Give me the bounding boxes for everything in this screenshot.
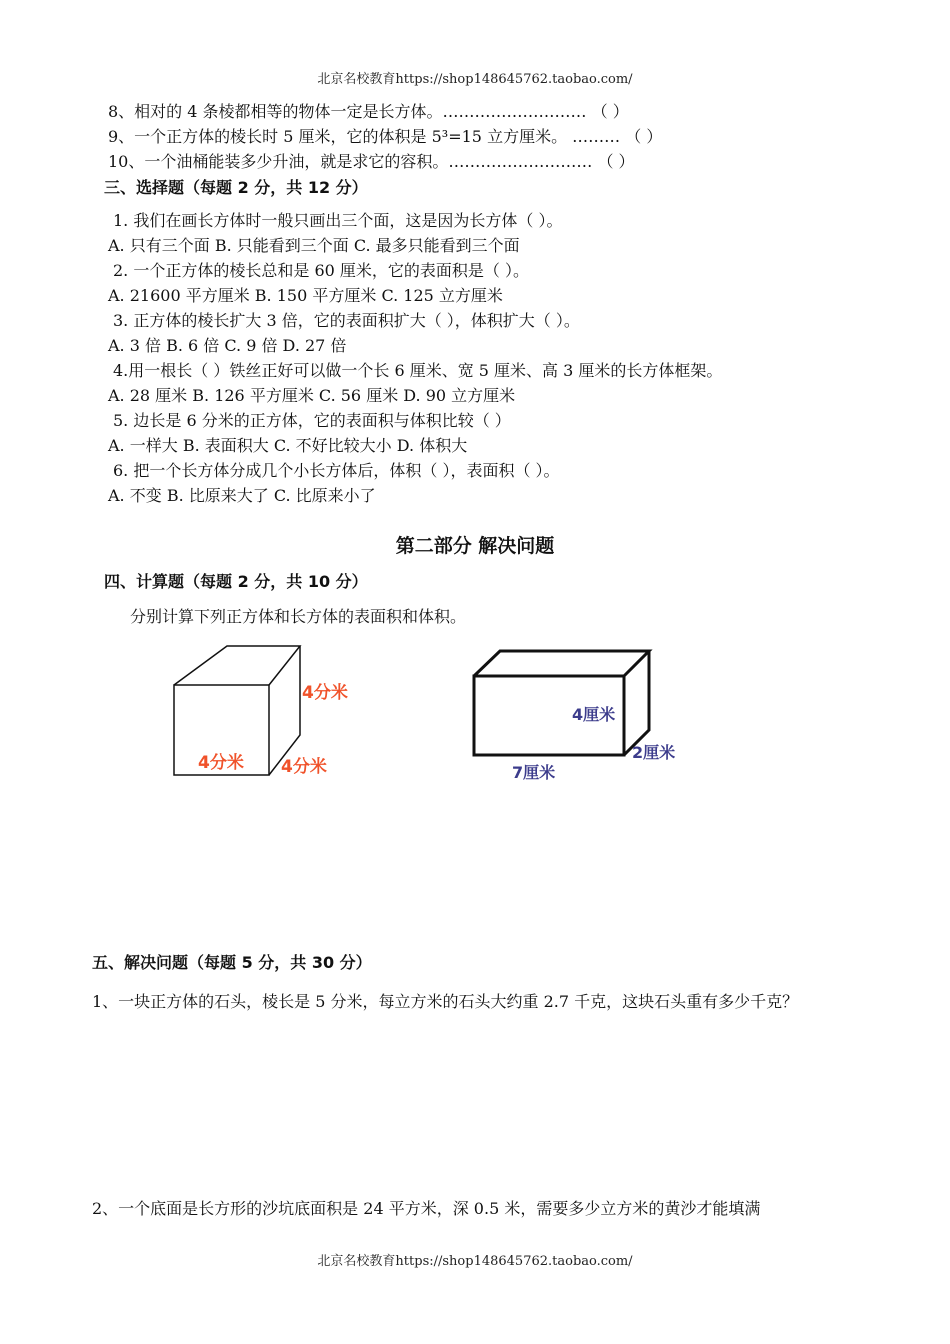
problem-1: 1、一块正方体的石头，棱长是 5 分米，每立方米的石头大约重 2.7 千克，这块石头重有多少千克？: [92, 992, 799, 1011]
cube-width-label: 4分米: [198, 753, 244, 773]
page-header: 北京名校教育https://shop148645762.taobao.com/: [317, 72, 633, 87]
tf-question-9: 9、一个正方体的棱长时 5 厘米，它的体积是 5³=15 立方厘米。 ……… （ ）: [108, 127, 663, 146]
cube-depth-label: 4分米: [281, 757, 327, 777]
cube-height-label: 4分米: [302, 683, 348, 703]
choice-q3: 3. 正方体的棱长扩大 3 倍，它的表面积扩大（ ），体积扩大（ ）。: [113, 311, 580, 330]
choice-q4-options: A. 28 厘米 B. 126 平方厘米 C. 56 厘米 D. 90 立方厘米: [108, 386, 516, 405]
tf-question-8: 8、相对的 4 条棱都相等的物体一定是长方体。……………………… （ ）: [108, 102, 629, 121]
cuboid-height-label: 4厘米: [572, 705, 616, 724]
cuboid-figure: [460, 640, 700, 790]
section-5-title: 五、解决问题（每题 5 分，共 30 分）: [92, 953, 372, 972]
cube-top-face: [174, 646, 300, 685]
section-4-title: 四、计算题（每题 2 分，共 10 分）: [104, 572, 368, 591]
choice-q3-options: A. 3 倍 B. 6 倍 C. 9 倍 D. 27 倍: [108, 336, 347, 355]
choice-q5-options: A. 一样大 B. 表面积大 C. 不好比较大小 D. 体积大: [108, 436, 468, 455]
cuboid-top-face: [474, 651, 649, 676]
page-footer: 北京名校教育https://shop148645762.taobao.com/: [317, 1254, 633, 1269]
part-2-title: 第二部分 解决问题: [395, 535, 555, 557]
cuboid-side-face: [624, 651, 649, 755]
section-3-title: 三、选择题（每题 2 分，共 12 分）: [104, 178, 368, 197]
problem-2: 2、一个底面是长方形的沙坑底面积是 24 平方米，深 0.5 米，需要多少立方米的黄沙才能填满: [92, 1199, 761, 1218]
cuboid-length-label: 7厘米: [512, 763, 556, 782]
choice-q4: 4.用一根长（ ）铁丝正好可以做一个长 6 厘米、宽 5 厘米、高 3 厘米的长方体框架。: [113, 361, 723, 380]
choice-q6: 6. 把一个长方体分成几个小长方体后，体积（ ），表面积（ ）。: [113, 461, 560, 480]
section-4-instruction: 分别计算下列正方体和长方体的表面积和体积。: [130, 607, 467, 626]
choice-q1-options: A. 只有三个面 B. 只能看到三个面 C. 最多只能看到三个面: [108, 236, 520, 255]
choice-q6-options: A. 不变 B. 比原来大了 C. 比原来小了: [108, 486, 376, 505]
choice-q1: 1. 我们在画长方体时一般只画出三个面，这是因为长方体（ ）。: [113, 211, 563, 230]
choice-q5: 5. 边长是 6 分米的正方体，它的表面积与体积比较（ ）: [113, 411, 511, 430]
choice-q2-options: A. 21600 平方厘米 B. 150 平方厘米 C. 125 立方厘米: [108, 286, 503, 305]
tf-question-10: 10、一个油桶能装多少升油，就是求它的容积。……………………… （ ）: [108, 152, 635, 171]
cuboid-width-label: 2厘米: [632, 743, 676, 762]
choice-q2: 2. 一个正方体的棱长总和是 60 厘米，它的表面积是（ ）。: [113, 261, 529, 280]
cube-figure: [160, 640, 360, 790]
